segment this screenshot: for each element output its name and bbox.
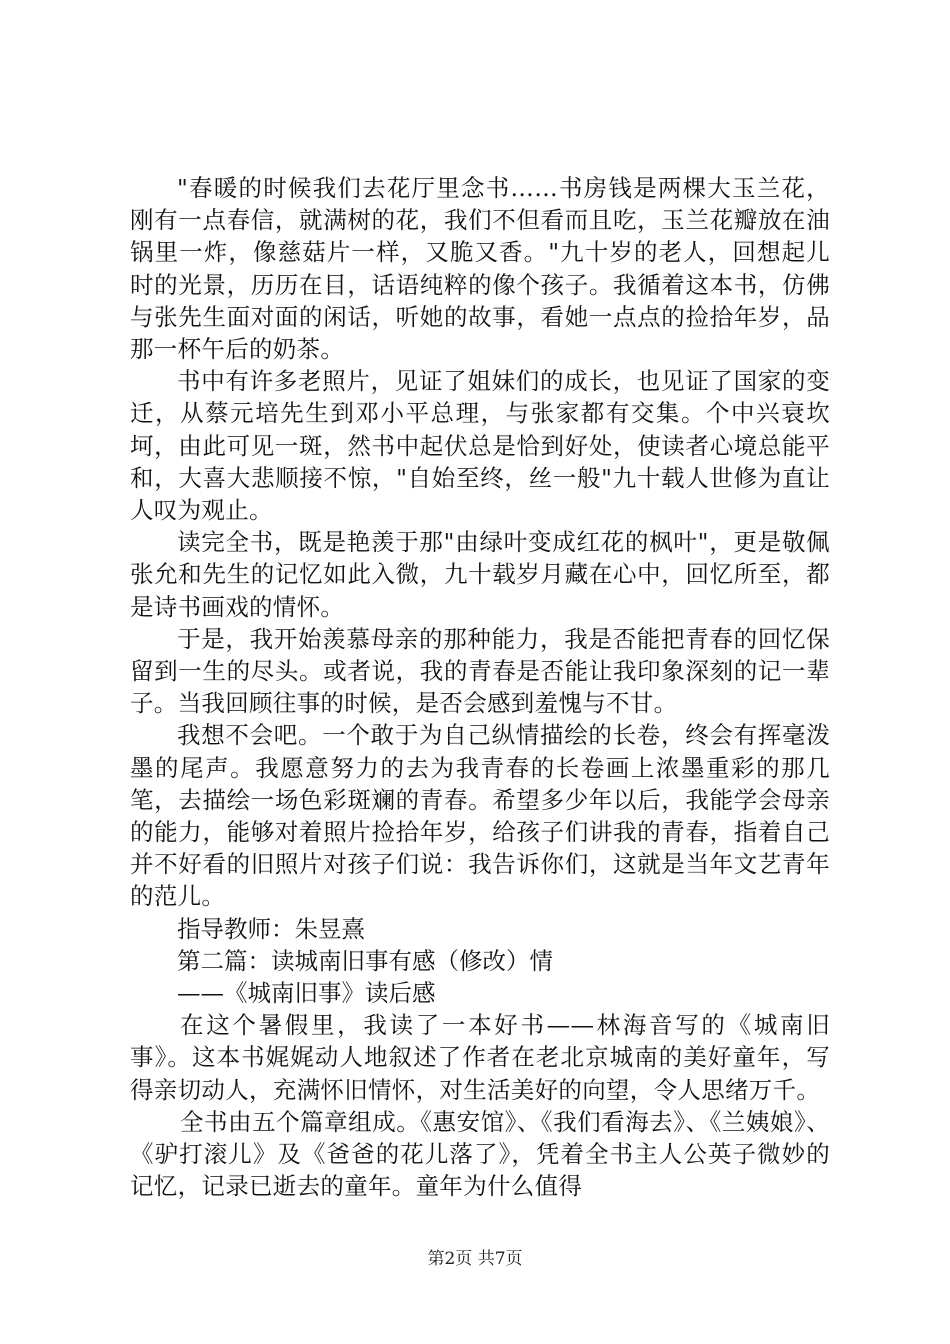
paragraph-4: 于是，我开始羡慕母亲的那种能力，我是否能把青春的回忆保留到一生的尽头。或者说，我的青春是否能让我印象深刻的记一辈子。当我回顾往事的时候，是否会感到羞愧与不甘。: [130, 624, 830, 718]
paragraph-6: 在这个暑假里，我读了一本好书——林海音写的《城南旧事》。这本书娓娓动人地叙述了作者在老北京城南的美好童年，写得亲切动人，充满怀旧情怀，对生活美好的向望，令人思绪万千。: [130, 1011, 830, 1104]
chapter-title: 第二篇：读城南旧事有感（修改）情: [177, 946, 553, 975]
advisor-line: 指导教师：朱昱熹: [177, 914, 365, 943]
paragraph-3: 读完全书，既是艳羡于那"由绿叶变成红花的枫叶"，更是敬佩张允和先生的记忆如此入微，九十载岁月藏在心中，回忆所至，都是诗书画戏的情怀。: [130, 528, 830, 621]
paragraph-5: 我想不会吧。一个敢于为自己纵情描绘的长卷，终会有挥毫泼墨的尾声。我愿意努力的去为我青春的长卷画上浓墨重彩的那几笔，去描绘一场色彩斑斓的青春。希望多少年以后，我能学会母亲的能力，能够对着照片捡拾年岁，给孩子们讲我的青春，指着自己并不好看的旧照片对孩子们说：我告诉你们，这就是当年文艺青年的范儿。: [130, 721, 830, 911]
paragraph-7: 全书由五个篇章组成。《惠安馆》、《我们看海去》、《兰姨娘》、《驴打滚儿》及《爸爸的花儿落了》，凭着全书主人公英子微妙的记忆，记录已逝去的童年。童年为什么值得: [130, 1107, 830, 1201]
paragraph-1: "春暖的时候我们去花厅里念书……书房钱是两棵大玉兰花，刚有一点春信，就满树的花，我们不但看而且吃，玉兰花瓣放在油锅里一炸，像慈菇片一样，又脆又香。"九十岁的老人，回想起儿时的光景，历历在目，话语纯粹的像个孩子。我循着这本书，仿佛与张先生面对面的闲话，听她的故事，看她一点点的捡拾年岁，品那一杯午后的奶茶。: [130, 174, 830, 364]
page-number: 第2页 共7页: [427, 1249, 523, 1269]
chapter-subtitle: ——《城南旧事》读后感: [177, 979, 436, 1008]
document-body: [130, 172, 830, 1203]
paragraph-2: 书中有许多老照片，见证了姐妹们的成长，也见证了国家的变迁，从蔡元培先生到邓小平总理，与张家都有交集。个中兴衰坎坷，由此可见一斑，然书中起伏总是恰到好处，使读者心境总能平和，大喜大悲顺接不惊，"自始至终，丝一般"九十载人世修为直让人叹为观止。: [130, 367, 830, 525]
